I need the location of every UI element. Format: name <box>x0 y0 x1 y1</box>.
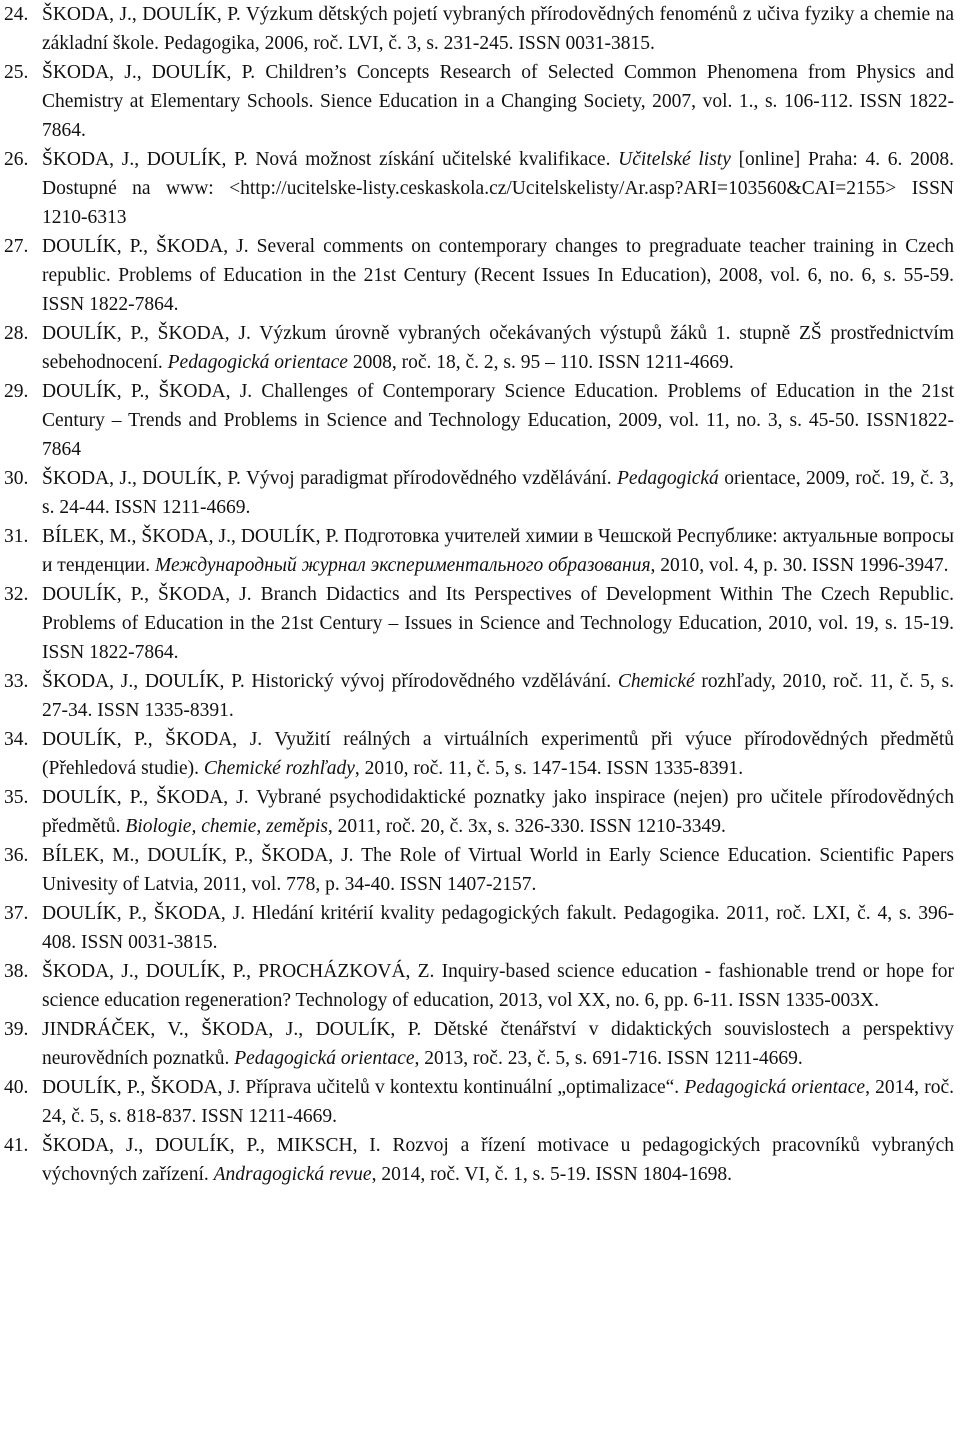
reference-item <box>0 667 960 725</box>
reference-source-title: Pedagogická orientace <box>167 352 348 373</box>
reference-item <box>0 1015 960 1073</box>
reference-item <box>0 1131 960 1189</box>
reference-number: 29. <box>4 381 29 402</box>
reference-number: 38. <box>4 961 29 982</box>
reference-text: ŠKODA, J., DOULÍK, P., PROCHÁZKOVÁ, Z. Inquiry-based science education - fashionable trend or hope for science education regeneration? Technology of education, 2013, vol XX, no. 6, pp. 6-11. ISSN 1335-003X. <box>42 961 954 1011</box>
reference-item <box>0 58 960 145</box>
reference-source-title: Международный журнал экспериментального образования <box>155 555 651 576</box>
reference-item <box>0 377 960 464</box>
reference-text: , 2014, roč. 24, č. 5, s. 818-837. ISSN 1211-4669. <box>42 1077 955 1127</box>
reference-text: 2008, roč. 18, č. 2, s. 95 – 110. ISSN 1211-4669. <box>347 352 734 373</box>
reference-number: 33. <box>4 671 29 692</box>
reference-number: 36. <box>4 845 29 866</box>
reference-number: 40. <box>4 1077 29 1098</box>
reference-item <box>0 0 960 58</box>
reference-item <box>0 464 960 522</box>
reference-text: ŠKODA, J., DOULÍK, P. Výzkum dětských pojetí vybraných přírodovědných fenoménů z učiva fyziky a chemie na základní škole. Pedagogika, 2006, roč. LVI, č. 3, s. 231-245. ISSN 0031-3815. <box>42 4 954 54</box>
reference-item <box>0 1073 960 1131</box>
reference-text: DOULÍK, P., ŠKODA, J. Branch Didactics and Its Perspectives of Development Within The Czech Republic. Problems of Education in the 21st Century – Issues in Science and Technology Education, 2010, vol. 19, s. 15-19. ISSN 1822-7864. <box>42 584 954 663</box>
reference-item <box>0 580 960 667</box>
reference-source-title: Andragogická revue <box>213 1164 372 1185</box>
reference-text: ŠKODA, J., DOULÍK, P. Children’s Concepts Research of Selected Common Phenomena from Physics and Chemistry at Elementary Schools. Sience Education in a Changing Society, 2007, vol. 1., s. 106-112. ISSN 1822-7864. <box>42 62 954 141</box>
reference-source-title: Pedagogická <box>617 468 719 489</box>
reference-text: DOULÍK, P., ŠKODA, J. Challenges of Contemporary Science Education. Problems of Education in the 21st Century – Trends and Problems in Science and Technology Education, 2009, vol. 11, no. 3, s. 45-50. ISSN1822-7864 <box>42 381 954 460</box>
reference-source-title: Pedagogická orientace <box>684 1077 866 1098</box>
reference-item <box>0 232 960 319</box>
reference-text: orientace, 2009, roč. 19, č. 3, s. 24-44. ISSN 1211-4669. <box>42 468 954 518</box>
reference-number: 32. <box>4 584 29 605</box>
reference-text: DOULÍK, P., ŠKODA, J. Příprava učitelů v kontextu kontinuální „optimalizace“. <box>42 1077 685 1098</box>
reference-number: 39. <box>4 1019 29 1040</box>
reference-number: 24. <box>4 4 29 25</box>
reference-text: , 2010, roč. 11, č. 5, s. 147-154. ISSN 1335-8391. <box>354 758 744 779</box>
reference-item <box>0 957 960 1015</box>
reference-number: 28. <box>4 323 29 344</box>
reference-source-title: Biologie, chemie, zeměpis <box>125 816 328 837</box>
reference-source-title: Pedagogická orientace <box>234 1048 415 1069</box>
reference-source-title: Chemické rozhľady <box>203 758 355 779</box>
reference-text: ŠKODA, J., DOULÍK, P. Historický vývoj přírodovědného vzdělávání. <box>42 671 618 692</box>
reference-number: 41. <box>4 1135 29 1156</box>
reference-text: DOULÍK, P., ŠKODA, J. Výzkum úrovně vybraných očekávaných výstupů žáků 1. stupně ZŠ prostřednictvím sebehodnocení. <box>42 323 954 373</box>
reference-text: , 2013, roč. 23, č. 5, s. 691-716. ISSN 1211-4669. <box>414 1048 803 1069</box>
reference-text: DOULÍK, P., ŠKODA, J. Vybrané psychodidaktické poznatky jako inspirace (nejen) pro učitele přírodovědných předmětů. <box>42 787 954 837</box>
reference-text: JINDRÁČEK, V., ŠKODA, J., DOULÍK, P. Dětské čtenářství v didaktických souvislostech a perspektivy neurovědních poznatků. <box>42 1019 954 1069</box>
reference-number: 25. <box>4 62 29 83</box>
reference-item <box>0 899 960 957</box>
reference-text: ŠKODA, J., DOULÍK, P., MIKSCH, I. Rozvoj a řízení motivace u pedagogických pracovníků vybraných výchovných zařízení. <box>42 1135 954 1185</box>
reference-number: 37. <box>4 903 29 924</box>
reference-number: 30. <box>4 468 29 489</box>
reference-text: DOULÍK, P., ŠKODA, J. Several comments on contemporary changes to pregraduate teacher training in Czech republic. Problems of Education in the 21st Century (Recent Issues In Education), 2008, vol. 6, no. 6, s. 55-59. ISSN 1822-7864. <box>42 236 954 315</box>
reference-text: DOULÍK, P., ŠKODA, J. Využití reálných a virtuálních experimentů při výuce přírodovědných předmětů (Přehledová studie). <box>42 729 954 779</box>
reference-number: 35. <box>4 787 29 808</box>
reference-text: , 2010, vol. 4, p. 30. ISSN 1996-3947. <box>650 555 949 576</box>
reference-text: BÍLEK, M., DOULÍK, P., ŠKODA, J. The Role of Virtual World in Early Science Education. Scientific Papers Univesity of Latvia, 2011, vol. 778, p. 34-40. ISSN 1407-2157. <box>42 845 954 895</box>
reference-item <box>0 319 960 377</box>
reference-item <box>0 725 960 783</box>
reference-number: 27. <box>4 236 29 257</box>
reference-text: , 2011, roč. 20, č. 3x, s. 326-330. ISSN 1210-3349. <box>327 816 726 837</box>
reference-item <box>0 783 960 841</box>
reference-source-title: Chemické <box>617 671 695 692</box>
reference-item <box>0 145 960 232</box>
reference-text: , 2014, roč. VI, č. 1, s. 5-19. ISSN 1804-1698. <box>371 1164 732 1185</box>
reference-number: 34. <box>4 729 29 750</box>
reference-text: BÍLEK, M., ŠKODA, J., DOULÍK, P. Подготовка учителей химии в Чешской Республике: актуальные вопросы и тенденции. <box>42 526 954 576</box>
reference-text: rozhľady, 2010, roč. 11, č. 5, s. 27-34. ISSN 1335-8391. <box>42 671 954 721</box>
reference-text: [online] Praha: 4. 6. 2008. Dostupné na www: <http://ucitelske-listy.ceskaskola.cz/Ucitelskelisty/Ar.asp?ARI=103560&CAI=2155> ISSN 1210-6313 <box>42 149 955 228</box>
reference-text: DOULÍK, P., ŠKODA, J. Hledání kritérií kvality pedagogických fakult. Pedagogika. 2011, roč. LXI, č. 4, s. 396-408. ISSN 0031-3815. <box>42 903 954 953</box>
reference-item <box>0 522 960 580</box>
reference-number: 26. <box>4 149 29 170</box>
reference-source-title: Učitelské listy <box>618 149 731 170</box>
reference-text: ŠKODA, J., DOULÍK, P. Vývoj paradigmat přírodovědného vzdělávání. <box>42 468 618 489</box>
reference-text: ŠKODA, J., DOULÍK, P. Nová možnost získání učitelské kvalifikace. <box>42 149 619 170</box>
reference-number: 31. <box>4 526 29 547</box>
reference-item <box>0 841 960 899</box>
